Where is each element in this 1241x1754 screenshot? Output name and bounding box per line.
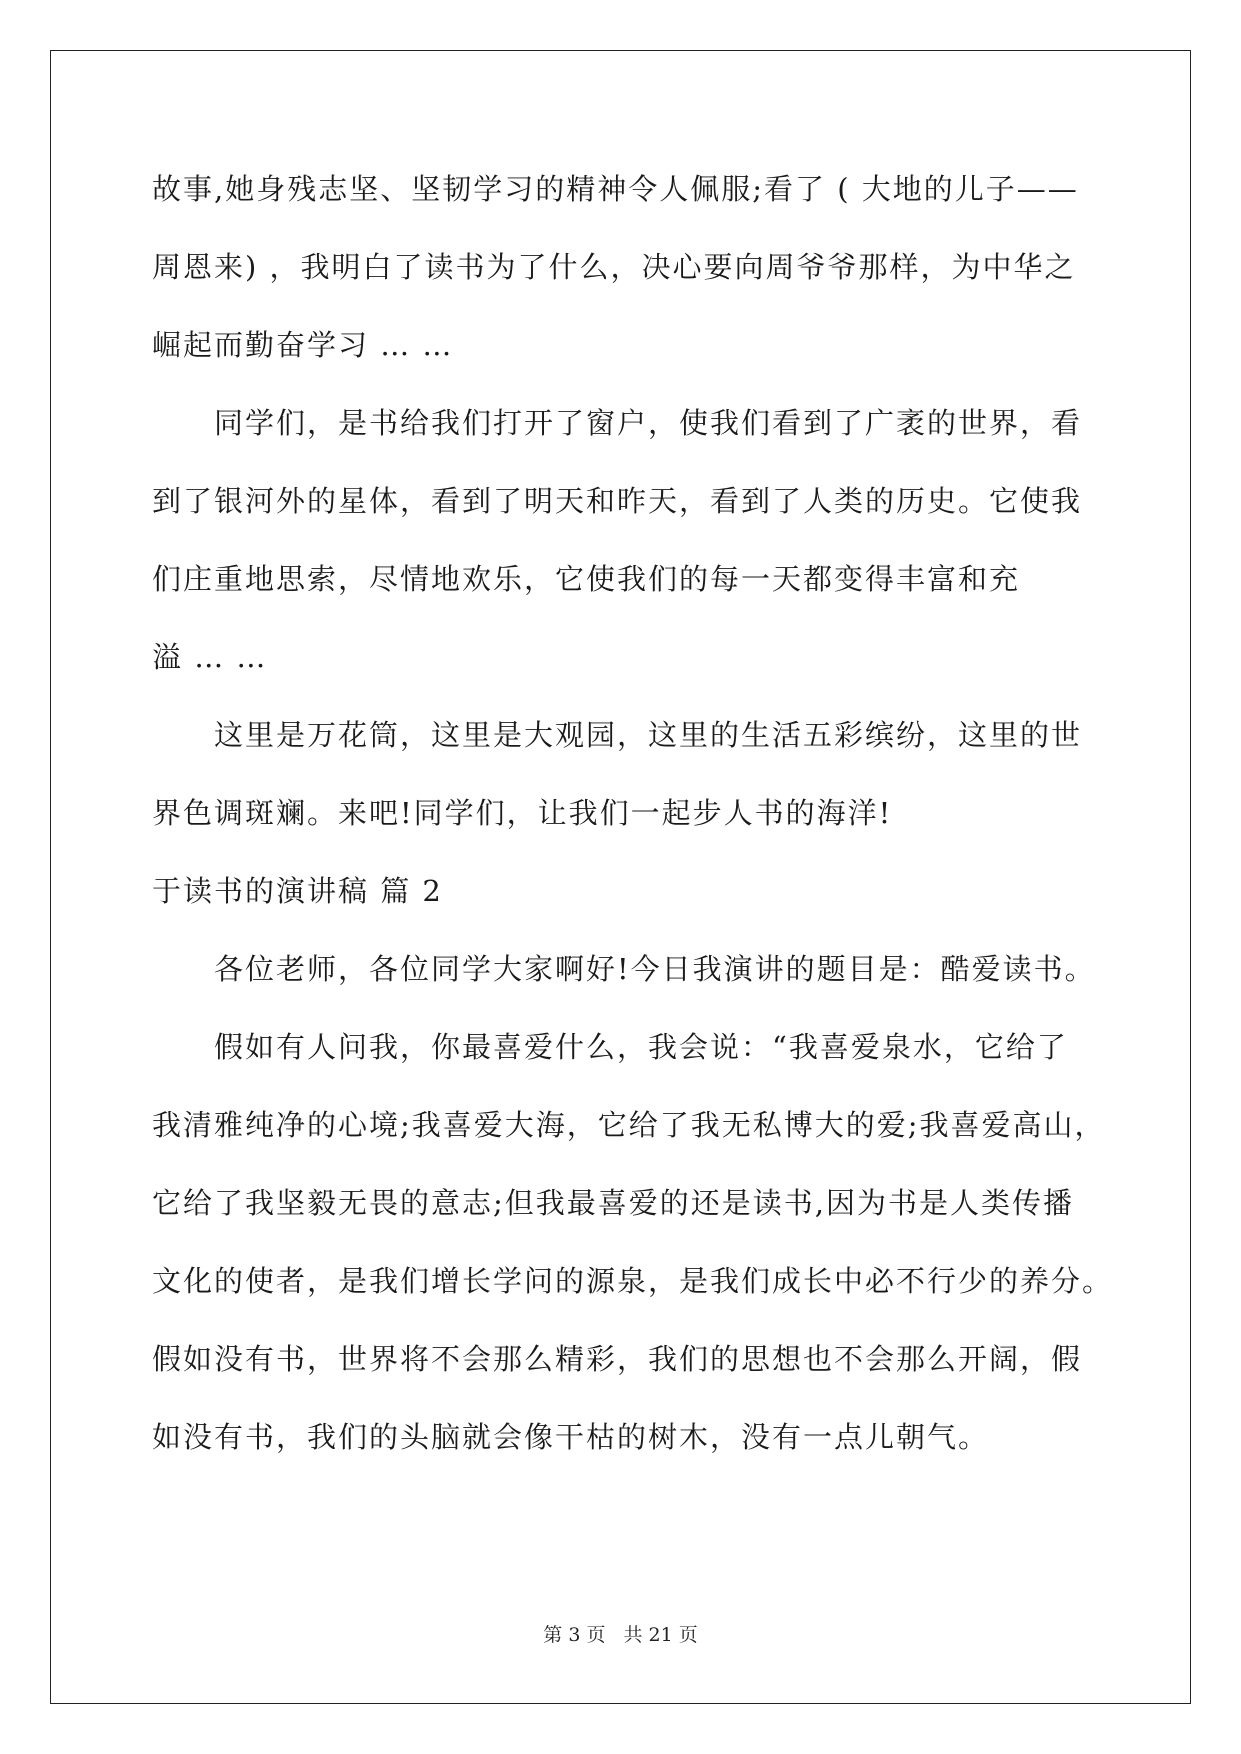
page-number: 第 3 页: [543, 1624, 606, 1646]
text-line: 各位老师，各位同学大家啊好!今日我演讲的题目是：酷爱读书。: [214, 952, 1096, 986]
text-line: 故事,她身残志坚、坚韧学习的精神令人佩服;看了 ( 大地的儿子——: [152, 172, 1079, 206]
text-line: 我清雅纯净的心境;我喜爱大海，它给了我无私博大的爱;我喜爱高山，: [152, 1108, 1106, 1142]
section-heading: 于读书的演讲稿 篇 2: [152, 874, 443, 908]
text-line: 周恩来) ，我明白了读书为了什么，决心要向周爷爷那样，为中华之: [152, 250, 1076, 284]
section-1: [152, 150, 1092, 852]
text-line: 假如有人问我，你最喜爱什么，我会说：“我喜爱泉水，它给了: [214, 1030, 1068, 1064]
text-line: 溢 … …: [152, 640, 268, 674]
page-footer: [0, 1620, 1241, 1647]
text-line: 假如没有书，世界将不会那么精彩，我们的思想也不会那么开阔，假: [152, 1342, 1083, 1376]
text-line: 如没有书，我们的头脑就会像干枯的树木，没有一点儿朝气。: [152, 1420, 990, 1454]
text-line: 崛起而勤奋学习 … …: [152, 328, 454, 362]
text-line: 它给了我坚毅无畏的意志;但我最喜爱的还是读书,因为书是人类传播: [152, 1186, 1074, 1220]
text-line: 到了银河外的星体，看到了明天和昨天，看到了人类的历史。它使我: [152, 484, 1083, 518]
document-body: [152, 150, 1114, 1476]
text-line: 文化的使者，是我们增长学问的源泉，是我们成长中必不行少的养分。: [152, 1264, 1114, 1298]
text-line: 们庄重地思索，尽情地欢乐，它使我们的每一天都变得丰富和充: [152, 562, 1021, 596]
section-2: [152, 930, 1114, 1476]
text-line: 界色调斑斓。来吧!同学们，让我们一起步人书的海洋!: [152, 796, 893, 830]
text-line: 同学们，是书给我们打开了窗户，使我们看到了广袤的世界，看: [214, 406, 1083, 440]
text-line: 这里是万花筒，这里是大观园，这里的生活五彩缤纷，这里的世: [214, 718, 1083, 752]
page-total: 共 21 页: [623, 1624, 698, 1646]
